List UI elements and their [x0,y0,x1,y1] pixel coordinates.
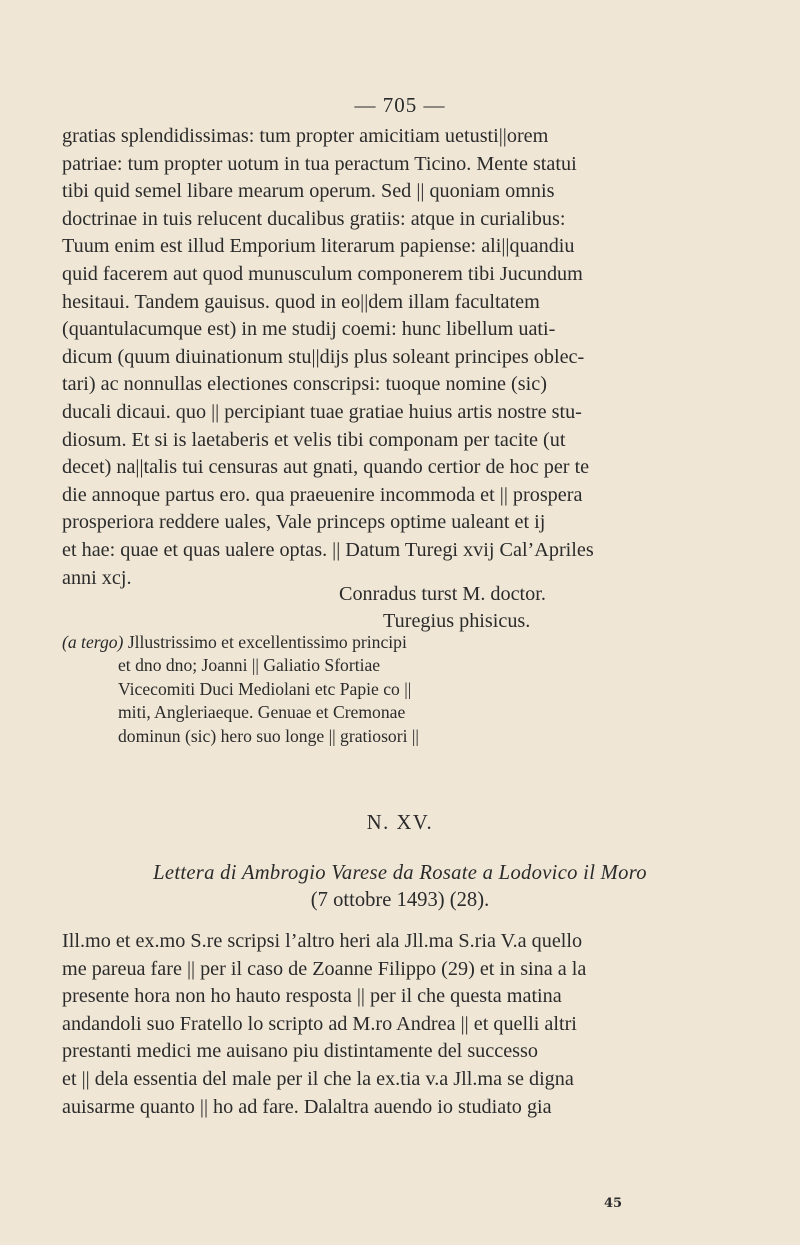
text-line: hesitaui. Tandem gauisus. quod in eo||dem illam facultatem [62,290,540,313]
text-line: diosum. Et si is laetaberis et velis tibi componam per tacite (ut [62,428,566,451]
signature-line-1: Conradus turst M. doctor. [339,583,546,605]
address-block [62,631,462,748]
text-line: et || dela essentia del male per il che la ex.tia v.a Jll.ma se digna [62,1067,574,1090]
text-line: tari) ac nonnullas electiones conscripsi: tuoque nomine (sic) [62,373,547,396]
signature-line-2: Turegius phisicus. [383,610,531,632]
page-number: — 705 — [354,93,446,117]
text-line: me pareua fare || per il caso de Zoanne Filippo (29) et in sina a la [62,957,587,980]
text-line: patriae: tum propter uotum in tua peractum Ticino. Mente statui [62,152,577,175]
section-number: N. XV. [366,812,434,834]
text-line: anni xcj. [62,566,132,589]
text-line: decet) na||talis tui censuras aut gnati, quando certior de hoc per te [62,456,590,479]
text-line: andandoli suo Fratello lo scripto ad M.ro Andrea || et quelli altri [62,1012,577,1035]
address-first-line [62,631,462,654]
section-date: (7 ottobre 1493) (28). [310,889,490,911]
signature-mark: 45 [604,1196,623,1211]
address-lead: (a tergo) [62,632,124,652]
text-line: dicum (quum diuinationum stu||dijs plus soleant principes oblec- [62,345,585,368]
text-line: auisarme quanto || ho ad fare. Dalaltra auendo io studiato gia [62,1095,552,1118]
text-line: die annoque partus ero. qua praeuenire incommoda et || prospera [62,483,583,506]
text-line: Ill.mo et ex.mo S.re scripsi l’altro heri ala Jll.ma S.ria V.a quello [62,930,583,952]
text-line: Tuum enim est illud Emporium literarum papiense: ali||quandiu [62,235,575,258]
address-line: Jllustrissimo et excellentissimo principi [127,632,407,652]
text-line: gratias splendidissimas: tum propter amicitiam uetusti||orem [62,125,549,147]
text-line: presente hora non ho hauto resposta || per il che questa matina [62,985,562,1008]
italian-letter-text [62,928,674,1121]
address-line: miti, Angleriaeque. Genuae et Cremonae [118,702,406,723]
address-line: dominun (sic) hero suo longe || gratiosori || [118,725,419,746]
text-line: (quantulacumque est) in me studij coemi: hunc libellum uati- [62,318,556,341]
latin-letter-text [62,123,674,592]
text-line: ducali dicaui. quo || percipiant tuae gratiae huius artis nostre stu- [62,400,582,423]
address-line: Vicecomiti Duci Mediolani etc Papie co || [118,678,412,699]
text-line: et hae: quae et quas ualere optas. || Datum Turegi xvij Cal’Apriles [62,538,594,561]
text-line: prestanti medici me auisano piu distintamente del successo [62,1040,538,1063]
text-line: prosperiora reddere uales, Vale princeps optime ualeant et ij [62,511,546,534]
text-line: doctrinae in tuis relucent ducalibus gratiis: atque in curialibus: [62,207,566,230]
address-line: et dno dno; Joanni || Galiatio Sfortiae [118,655,381,676]
section-title: Lettera di Ambrogio Varese da Rosate a Lodovico il Moro [153,862,647,884]
text-line: quid facerem aut quod munusculum componerem tibi Jucundum [62,262,583,285]
text-line: tibi quid semel libare mearum operum. Sed || quoniam omnis [62,180,555,203]
